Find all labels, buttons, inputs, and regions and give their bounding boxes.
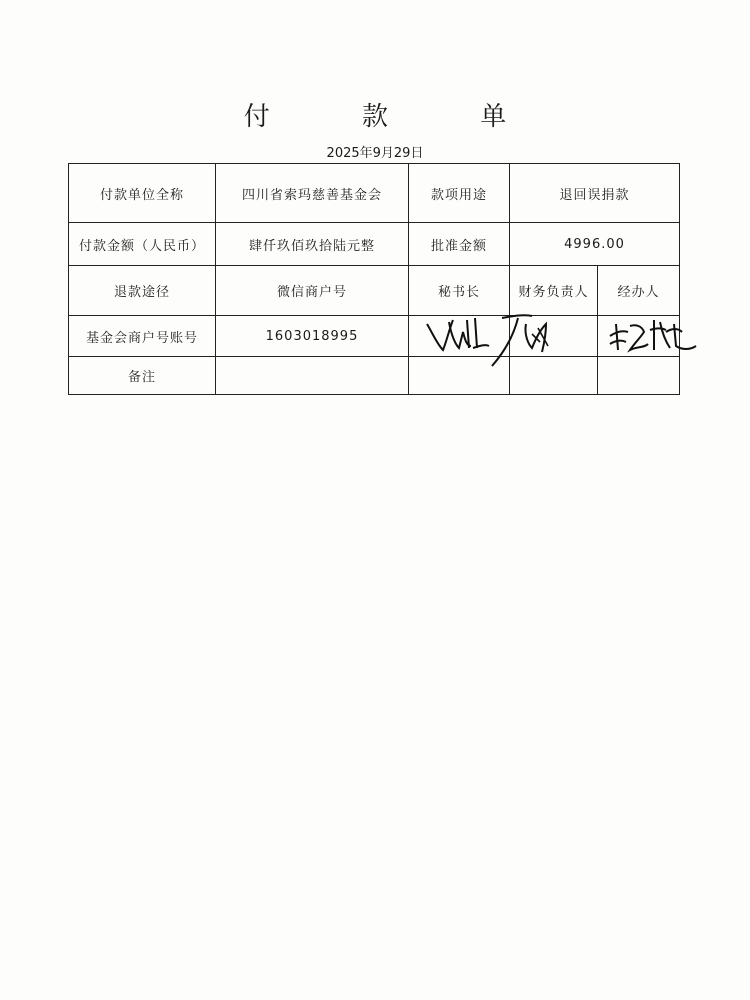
payer-label: 付款单位全称 [69,164,216,223]
handler-label: 经办人 [598,266,680,316]
remarks-label: 备注 [69,357,216,395]
payment-table [68,163,680,395]
table-row [69,164,680,223]
secretary-general-label: 秘书长 [409,266,510,316]
amount-label: 付款金额（人民币） [69,223,216,266]
purpose-value: 退回误捐款 [510,164,680,223]
purpose-label: 款项用途 [409,164,510,223]
remarks-value [216,357,409,395]
table-row [69,357,680,395]
table-row [69,316,680,357]
handler-signature-cell [598,316,680,357]
refund-channel-value: 微信商户号 [216,266,409,316]
payer-value: 四川省索玛慈善基金会 [216,164,409,223]
approved-amount-value: 4996.00 [510,223,680,266]
table-row [69,266,680,316]
document-date: 2025年9月29日 [326,146,424,161]
table-row [69,223,680,266]
finance-head-label: 财务负责人 [510,266,598,316]
merchant-account-label: 基金会商户号账号 [69,316,216,357]
finance-head-signature [488,308,578,368]
remarks-empty-cell [598,357,680,395]
document-title: 付 款 单 [243,102,549,132]
handler-signature [604,310,704,362]
amount-value: 肆仟玖佰玖拾陆元整 [216,223,409,266]
merchant-account-value: 1603018995 [216,316,409,357]
approved-amount-label: 批准金额 [409,223,510,266]
finance-head-signature-cell [510,316,598,357]
refund-channel-label: 退款途径 [69,266,216,316]
